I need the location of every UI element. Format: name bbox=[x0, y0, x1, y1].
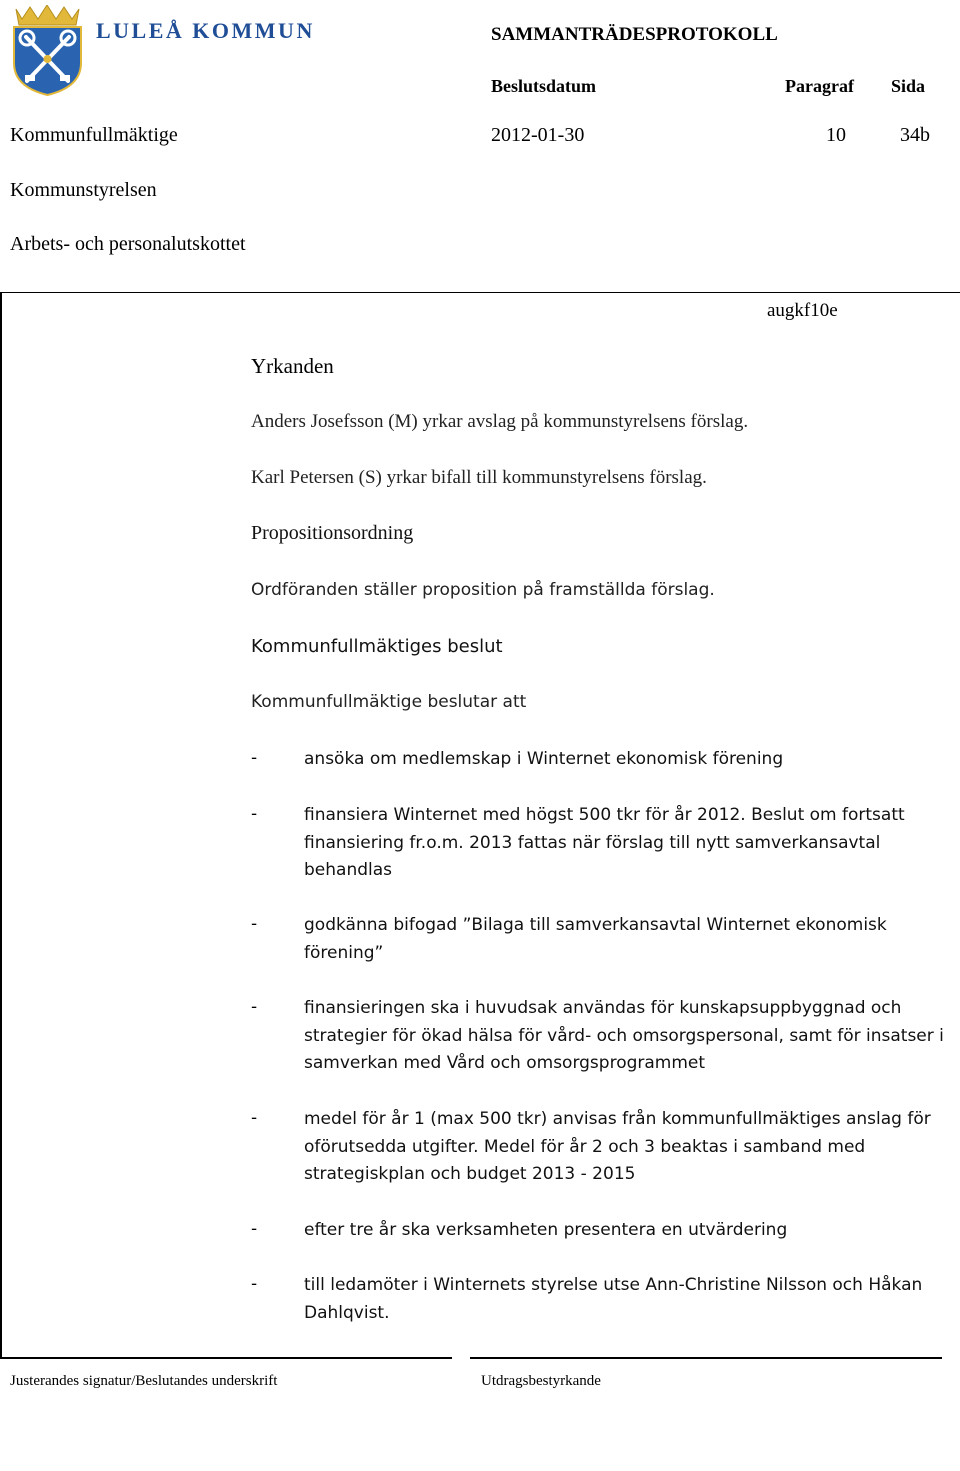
bullet-marker: - bbox=[251, 804, 258, 824]
bullet-marker: - bbox=[251, 1108, 258, 1128]
decision-heading: Kommunfullmäktiges beslut bbox=[251, 636, 503, 657]
decision-intro: Kommunfullmäktige beslutar att bbox=[251, 692, 527, 712]
bullet-marker: - bbox=[251, 997, 258, 1017]
decision-item: till ledamöter i Winternets styrelse utse Ann-Christine Nilsson och Håkan Dahlqvist. bbox=[304, 1275, 923, 1323]
decision-item: finansieringen ska i huvudsak användas för kunskapsuppbyggnad och strategier för ökad hälsa för vård- och omsorgspersonal, samt för insatser i samverkan med Vård och omsorgsprogrammet bbox=[304, 998, 944, 1073]
page-value: 34b bbox=[900, 124, 930, 146]
page-label: Sida bbox=[891, 76, 926, 96]
decision-item: ansöka om medlemskap i Winternet ekonomisk förening bbox=[304, 749, 784, 769]
signature-line bbox=[0, 1357, 452, 1359]
decision-date-value: 2012-01-30 bbox=[491, 124, 585, 146]
org-line-2: Arbets- och personalutskottet bbox=[10, 233, 246, 255]
body-name: Kommunfullmäktige bbox=[10, 124, 178, 146]
content-frame-left bbox=[0, 292, 2, 1357]
bullet-marker: - bbox=[251, 748, 258, 768]
proposition-text: Ordföranden ställer proposition på framställda förslag. bbox=[251, 580, 715, 600]
document-type: SAMMANTRÄDESPROTOKOLL bbox=[491, 24, 778, 45]
content-frame-top bbox=[0, 292, 960, 293]
extract-line bbox=[470, 1357, 942, 1359]
decision-item: godkänna bifogad ”Bilaga till samverkansavtal Winternet ekonomisk förening” bbox=[304, 915, 887, 963]
yrkanden-heading: Yrkanden bbox=[251, 354, 334, 378]
decision-item: medel för år 1 (max 500 tkr) anvisas från kommunfullmäktiges anslag för oförutsedda utgifter. Medel för år 2 och 3 beaktas i samband med strategiskplan och budget 2013 - 2015 bbox=[304, 1109, 931, 1184]
bullet-marker: - bbox=[251, 914, 258, 934]
proposition-heading: Propositionsordning bbox=[251, 522, 414, 544]
yrkande-1: Anders Josefsson (M) yrkar avslag på kommunstyrelsens förslag. bbox=[251, 411, 749, 432]
decision-item: efter tre år ska verksamheten presentera en utvärdering bbox=[304, 1220, 788, 1240]
decision-item: finansiera Winternet med högst 500 tkr för år 2012. Beslut om fortsatt finansiering fr.o.m. 2013 fattas när förslag till nytt samverkansavtal behandlas bbox=[304, 805, 905, 880]
document-reference: augkf10e bbox=[767, 300, 838, 321]
signature-label: Justerandes signatur/Beslutandes underskrift bbox=[10, 1373, 278, 1389]
municipality-brand: LULEÅ KOMMUN bbox=[96, 18, 315, 43]
bullet-marker: - bbox=[251, 1274, 258, 1294]
yrkande-2: Karl Petersen (S) yrkar bifall till kommunstyrelsens förslag. bbox=[251, 467, 707, 488]
luleå-coat-of-arms-icon bbox=[10, 5, 85, 97]
decision-date-label: Beslutsdatum bbox=[491, 76, 597, 96]
paragraph-value: 10 bbox=[826, 124, 846, 146]
org-line-1: Kommunstyrelsen bbox=[10, 179, 157, 201]
extract-label: Utdragsbestyrkande bbox=[481, 1373, 601, 1389]
paragraph-label: Paragraf bbox=[785, 76, 854, 96]
bullet-marker: - bbox=[251, 1219, 258, 1239]
